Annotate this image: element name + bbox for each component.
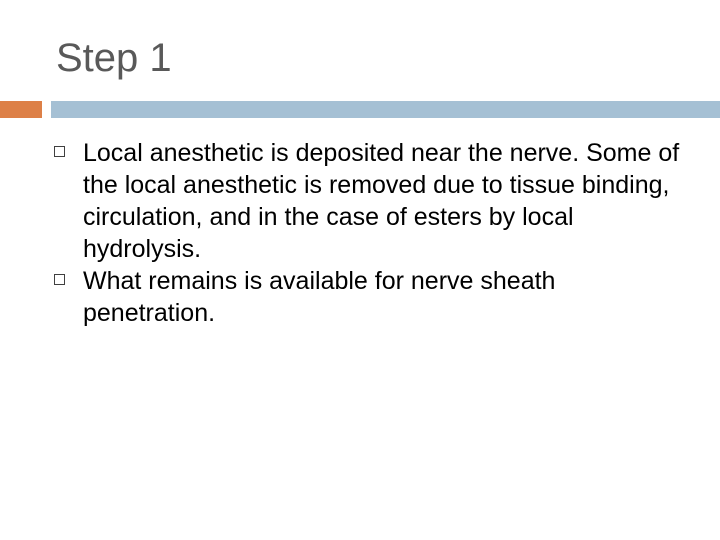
bullet-item (54, 137, 694, 265)
bullet-text: What remains is available for nerve sheath penetration. (83, 267, 556, 327)
hollow-square-bullet-icon (54, 274, 65, 285)
bullet-list (54, 137, 694, 329)
bullet-item (54, 265, 694, 329)
hollow-square-bullet-icon (54, 146, 65, 157)
title-rule-bar (51, 101, 720, 118)
title-accent-bar (0, 101, 42, 118)
slide-title: Step 1 (56, 36, 172, 80)
bullet-text: Local anesthetic is deposited near the nerve. Some of the local anesthetic is removed due to tissue binding, circulation, and in the case of esters by local hydrolysis. (83, 139, 680, 263)
